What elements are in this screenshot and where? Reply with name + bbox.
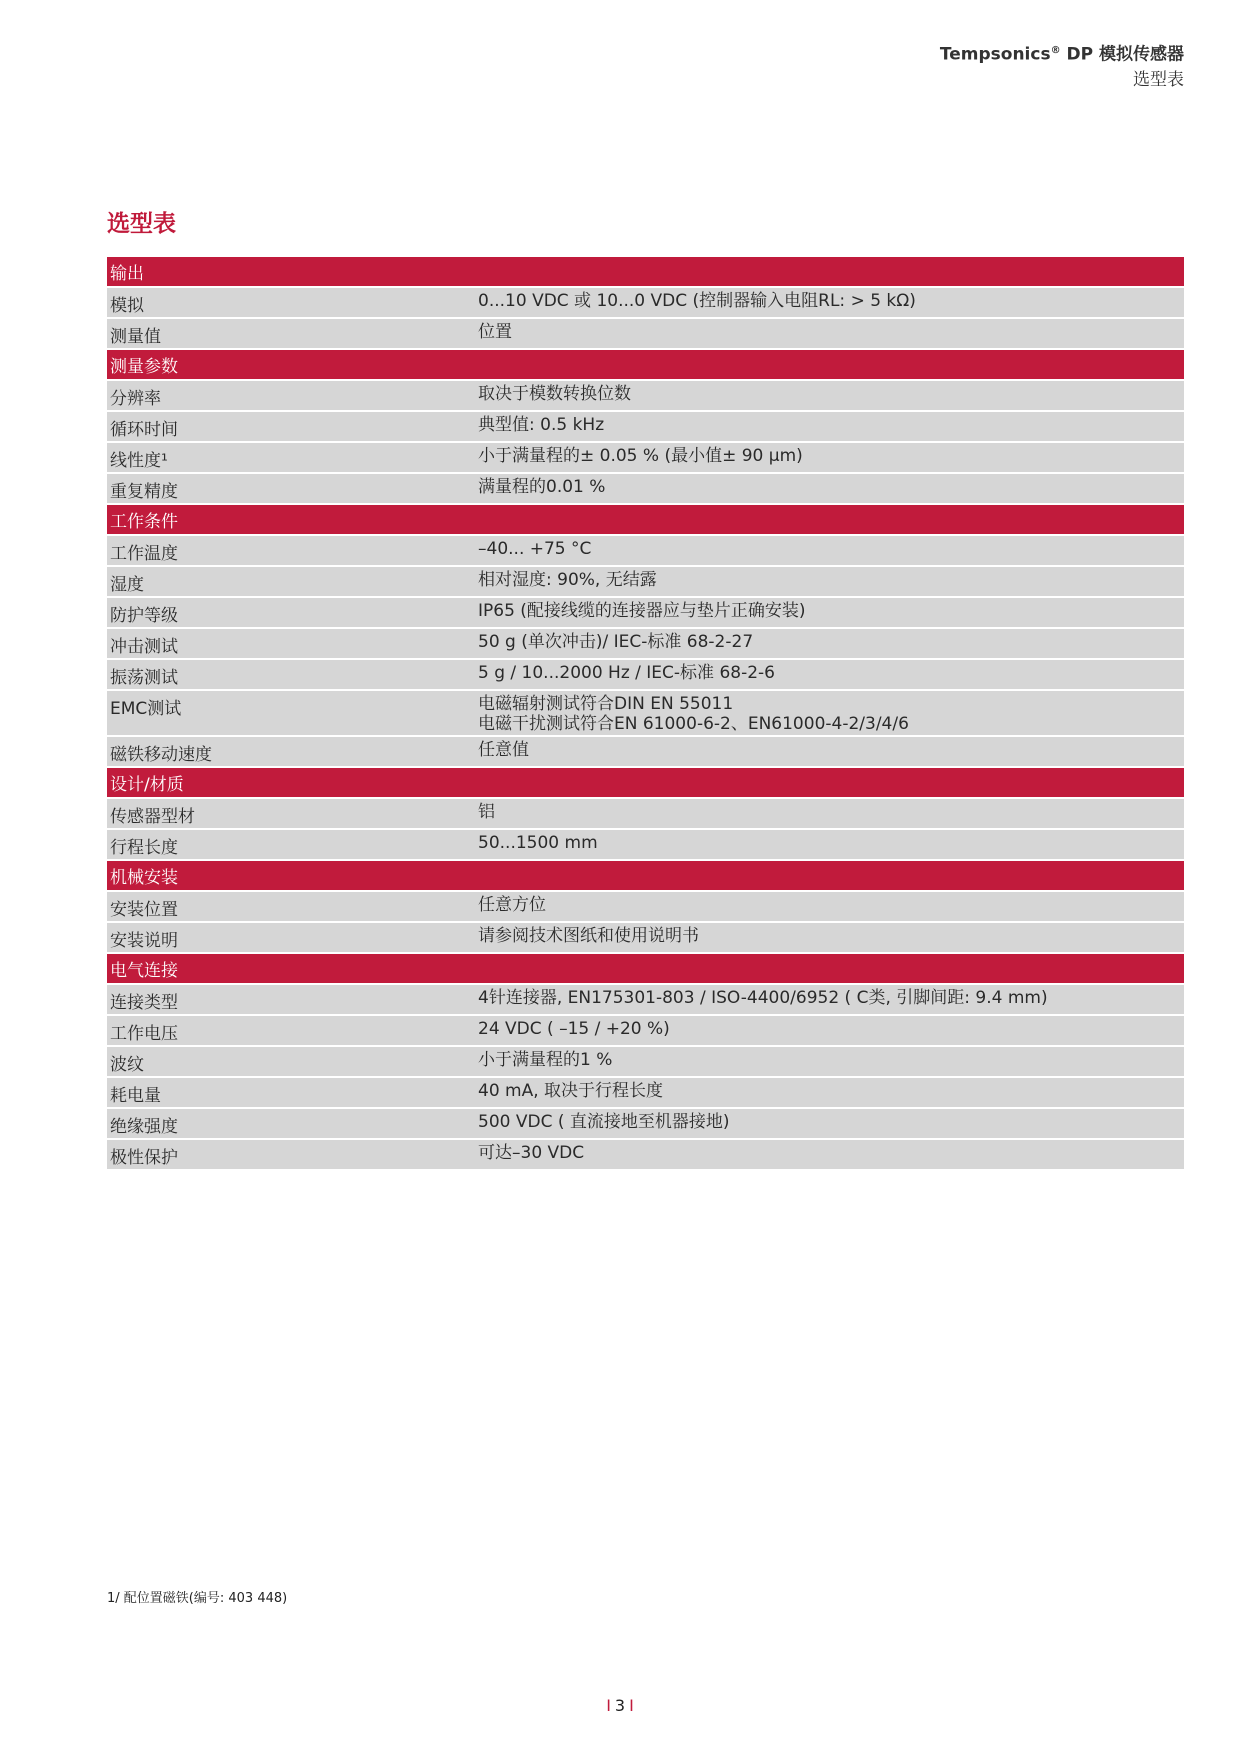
header-product-line [940,38,1184,68]
spec-value-line: –40... +75 °C [478,539,592,559]
spec-value-line: 请参阅技术图纸和使用说明书 [478,926,699,946]
spec-value-line: 24 VDC ( –15 / +20 %) [478,1019,670,1039]
spec-row [107,737,1184,766]
spec-row [107,985,1184,1014]
section-header: 设计/材质 [107,768,1184,797]
spec-label: EMC测试 [110,699,182,719]
spec-value-line: 40 mA, 取决于行程长度 [478,1081,664,1101]
page-number-value: 3 [614,1696,626,1715]
spec-label: 耗电量 [110,1086,161,1106]
spec-label: 防护等级 [110,606,178,626]
section-header: 工作条件 [107,505,1184,534]
spec-row [107,443,1184,472]
spec-value [478,629,1184,658]
spec-label: 分辨率 [110,389,161,409]
spec-value-line: 可达–30 VDC [478,1143,585,1163]
spec-label: 工作电压 [110,1024,178,1044]
spec-label: 绝缘强度 [110,1117,178,1137]
spec-row [107,892,1184,921]
spec-row [107,598,1184,627]
header-brand: Tempsonics [939,44,1051,65]
spec-value-line: 相对湿度: 90%, 无结露 [478,570,657,590]
spec-row [107,1078,1184,1107]
spec-label: 振荡测试 [110,668,178,688]
spec-label: 安装位置 [110,900,178,920]
spec-label: 冲击测试 [110,637,178,657]
spec-row [107,923,1184,952]
spec-value-line: 0...10 VDC 或 10...0 VDC (控制器输入电阻RL: > 5 kΩ) [478,291,916,311]
spec-value-line: 小于满量程的± 0.05 % (最小值± 90 μm) [478,446,803,466]
section-header: 机械安装 [107,861,1184,890]
spec-value-line: 任意方位 [478,895,546,915]
spec-row [107,629,1184,658]
spec-value [478,1078,1184,1107]
spec-value-line: 任意值 [478,740,529,760]
spec-value-line: 500 VDC ( 直流接地至机器接地) [478,1112,730,1132]
spec-label: 连接类型 [110,993,178,1013]
spec-row [107,1140,1184,1169]
document-header [940,38,1184,93]
spec-value [478,381,1184,410]
spec-value [478,443,1184,472]
spec-value [478,691,1184,735]
spec-value [478,660,1184,689]
spec-value-line: 50...1500 mm [478,833,598,853]
spec-row [107,1047,1184,1076]
spec-label: 行程长度 [110,838,178,858]
spec-value-line: 取决于模数转换位数 [478,384,631,404]
spec-value [478,1140,1184,1169]
footnote: 1/ 配位置磁铁(编号: 403 448) [107,1591,288,1606]
spec-row [107,799,1184,828]
spec-value-line: 50 g (单次冲击)/ IEC-标准 68-2-27 [478,632,754,652]
spec-label: 波纹 [110,1055,144,1075]
spec-value-line: 小于满量程的1 % [478,1050,613,1070]
page-number-divider-right: I [629,1696,634,1715]
spec-value [478,737,1184,766]
section-header: 测量参数 [107,350,1184,379]
page-title: 选型表 [107,211,176,237]
spec-row [107,1109,1184,1138]
spec-value [478,536,1184,565]
spec-value-line: 4针连接器, EN175301-803 / ISO-4400/6952 ( C类, 引脚间距: 9.4 mm) [478,988,1048,1008]
spec-value [478,288,1184,317]
section-header: 电气连接 [107,954,1184,983]
spec-label: 测量值 [110,327,161,347]
spec-row [107,288,1184,317]
spec-label: 湿度 [110,575,144,595]
spec-label: 磁铁移动速度 [110,745,212,765]
spec-row [107,660,1184,689]
spec-value-line: 5 g / 10...2000 Hz / IEC-标准 68-2-6 [478,663,775,683]
spec-value-line: 电磁干扰测试符合EN 61000-6-2、EN61000-4-2/3/4/6 [478,714,909,734]
section-header: 输出 [107,257,1184,286]
spec-label: 工作温度 [110,544,178,564]
spec-value-line: 铝 [478,802,495,822]
spec-row [107,1016,1184,1045]
page-number [0,1696,1240,1715]
spec-row [107,536,1184,565]
spec-value-line: 电磁辐射测试符合DIN EN 55011 [478,694,734,714]
spec-label: 模拟 [110,296,144,316]
spec-value [478,830,1184,859]
spec-value [478,474,1184,503]
spec-row [107,830,1184,859]
spec-value [478,1016,1184,1045]
header-product: DP 模拟传感器 [1066,44,1184,65]
spec-value [478,567,1184,596]
spec-row [107,567,1184,596]
spec-label: 极性保护 [110,1148,178,1168]
header-subtitle: 选型表 [1133,69,1184,90]
spec-value-line: 典型值: 0.5 kHz [478,415,605,435]
spec-table [107,257,1184,1171]
spec-label: 线性度¹ [110,451,168,471]
spec-value [478,923,1184,952]
spec-row [107,412,1184,441]
spec-value [478,799,1184,828]
spec-row [107,691,1184,735]
spec-value-line: 位置 [478,322,512,342]
spec-row [107,381,1184,410]
page-number-divider-left: I [606,1696,611,1715]
spec-value [478,1047,1184,1076]
spec-row [107,319,1184,348]
spec-value-line: 满量程的0.01 % [478,477,606,497]
spec-label: 重复精度 [110,482,178,502]
spec-label: 循环时间 [110,420,178,440]
spec-value [478,985,1184,1014]
spec-label: 安装说明 [110,931,178,951]
spec-value [478,892,1184,921]
spec-value-line: IP65 (配接线缆的连接器应与垫片正确安装) [478,601,806,621]
spec-row [107,474,1184,503]
spec-value [478,319,1184,348]
spec-label: 传感器型材 [110,807,195,827]
spec-value [478,598,1184,627]
registered-mark: ® [1050,45,1061,56]
spec-value [478,1109,1184,1138]
spec-value [478,412,1184,441]
